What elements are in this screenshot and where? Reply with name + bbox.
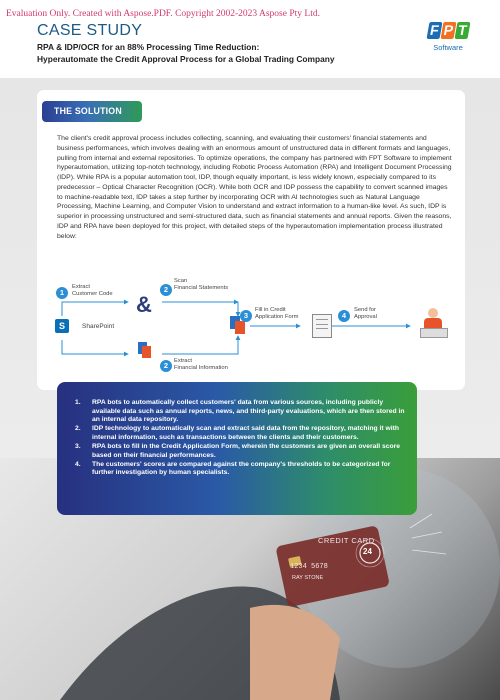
logo-letter-f: F: [426, 22, 442, 39]
steps-list: [75, 399, 405, 478]
rpa-bot-icon: &: [136, 292, 152, 317]
solution-label: THE SOLUTION: [54, 106, 122, 116]
list-item: [75, 399, 405, 425]
step-2-scan-label: Scan Financial Statements: [174, 278, 229, 291]
subtitle-line-1: RPA & IDP/OCR for an 88% Processing Time Reduction:: [37, 42, 260, 52]
process-diagram: [50, 278, 460, 378]
card-name: RAY STONE: [292, 575, 324, 581]
header: [0, 0, 500, 78]
steps-list-box: [57, 382, 417, 515]
list-item-number: 3.: [75, 442, 81, 450]
list-item: [75, 425, 405, 442]
watermark: Evaluation Only. Created with Aspose.PDF. Copyright 2002-2023 Aspose Pty Ltd.: [6, 9, 320, 19]
page-subtitle: [37, 42, 417, 65]
step-1-number: 1: [56, 287, 68, 299]
step-3-label: Fill in Credit Application Form: [255, 307, 299, 320]
sharepoint-label: SharePoint: [82, 323, 115, 330]
step-2-scan-number: 2: [160, 284, 172, 296]
card-badge: 24: [363, 547, 372, 556]
card-number: 1234 5678: [290, 563, 328, 571]
list-item-text: RPA bots to fill in the Credit Application Form, wherein the customers are given an overall score based on their financial performances.: [92, 442, 401, 459]
logo-word: Software: [433, 43, 463, 52]
list-item-text: IDP technology to automatically scan and extract said data from the repository, matching it with internal information, such as transactions between the clients and their customers.: [92, 425, 399, 441]
step-4-label: Send for Approval: [354, 307, 377, 320]
step-2-extract-number: 2: [160, 360, 172, 372]
step-2-extract-label: Extract Financial Information: [174, 358, 228, 371]
list-item-text: RPA bots to automatically collect customers' data from various sources, including publicly available data such as annual reports, news, and third-party evaluations, which are then stored in an internal data repository.: [92, 399, 405, 424]
application-form-icon: [312, 314, 332, 338]
fpt-logo: [426, 22, 470, 62]
approver-icon: [420, 308, 446, 338]
step-4-number: 4: [338, 310, 350, 322]
list-item-number: 1.: [75, 399, 81, 406]
sharepoint-icon: S: [55, 319, 69, 333]
step-1-label: Extract Customer Code: [72, 284, 113, 297]
list-item-number: 4.: [75, 460, 81, 468]
list-item: [75, 461, 405, 478]
card-label: CREDIT CARD: [318, 536, 375, 545]
solution-label-badge: [42, 101, 142, 122]
idp-document-icon: [138, 342, 150, 358]
step-3-number: 3: [240, 310, 252, 322]
logo-letter-p: P: [440, 22, 456, 39]
page-title: CASE STUDY: [37, 22, 143, 39]
solution-paragraph: The client's credit approval process includes collecting, scanning, and evaluating their customers' financial statements and business performances, which involves dealing with an enormous amount of unstructured data in different formats and languages, pulling from internal and external repositories. To optimize operations, the company has partnered with FPT Software to implement hyperautomation, utilizing top-notch technology, including Robotic Process Automation (RPA) and Intelligent Document Processing (IDP). While RPA is a popular automation tool, IDP, though equally important, is less widely known, especially compared to its predecessor – Optical Character Recognition (OCR). While both OCR and IDP possess the capability to convert scanned images to machine-readable text, IDP takes a step further by incorporating OCR with AI technologies such as Natural Language Processing, Machine Learning, and Computer Vision to understand and extract information to a human-like level. As such, IDP is superior in processing unstructured and semi-structured data, such as financial statements and annual reports. Given the reasons, IDP and RPA have been deployed for this project, with detailed steps of the hyperautomation implementation process illustrated below:: [57, 135, 452, 240]
list-item: [75, 443, 405, 460]
subtitle-line-2: Hyperautomate the Credit Approval Process for a Global Trading Company: [37, 53, 335, 64]
list-item-text: The customers' scores are compared against the company's thresholds to be categorized for further investigation by human specialists.: [92, 460, 391, 477]
logo-letter-t: T: [454, 22, 470, 39]
list-item-number: 2.: [75, 425, 81, 433]
